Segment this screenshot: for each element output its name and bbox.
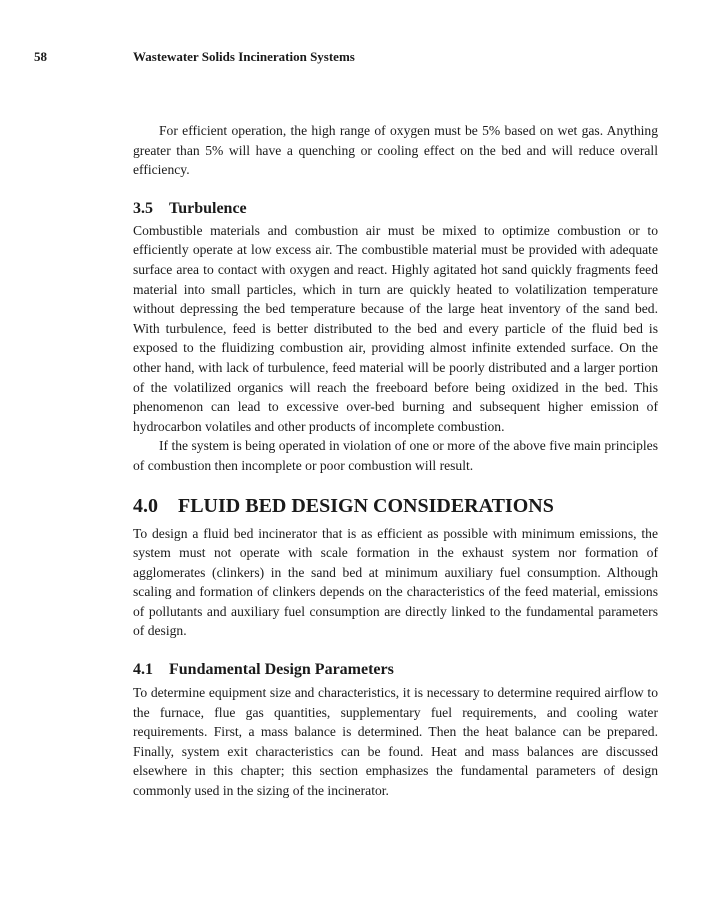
section-title: FLUID BED DESIGN CONSIDERATIONS: [178, 494, 554, 517]
section-heading-3-5: [133, 199, 658, 219]
intro-paragraph: For efficient operation, the high range of oxygen must be 5% based on wet gas. Anything greater than 5% will have a quenching or cooling effect on the bed and will reduce overall efficiency.: [133, 123, 658, 178]
section-number: 4.1: [133, 661, 153, 679]
page-body: [133, 121, 658, 801]
section-number: 4.0: [133, 494, 158, 517]
section-heading-4-0: [133, 494, 658, 518]
body-paragraph: If the system is being operated in violation of one or more of the above five main principles of combustion then incomplete or poor combustion will result.: [133, 438, 658, 473]
running-header-title: Wastewater Solids Incineration Systems: [133, 49, 355, 64]
running-header: [0, 49, 707, 69]
body-paragraph: To determine equipment size and characteristics, it is necessary to determine required airflow to the furnace, flue gas quantities, supplementary fuel requirements, and cooling water requirements. First, a mass balance is determined. Then the heat balance can be prepared. Finally, system exit characteristics can be found. Heat and mass balances are discussed elsewhere in this chapter; this section emphasizes the fundamental parameters of design commonly used in the sizing of the incinerator.: [133, 685, 658, 799]
section-title: Fundamental Design Parameters: [169, 661, 394, 679]
section-number: 3.5: [133, 199, 153, 217]
section-heading-4-1: [133, 660, 658, 680]
body-paragraph: Combustible materials and combustion air must be mixed to optimize combustion or to efficiently operate at low excess air. The combustible material must be provided with adequate surface area to contact with oxygen and react. Highly agitated hot sand quickly fragments feed material into small particles, which in turn are quickly heated to volatilization temperature without depressing the bed temperature because of the large heat inventory of the sand bed. With turbulence, feed is better distributed to the bed and every particle of the fluid bed is exposed to the fluidizing combustion air, providing almost infinite extended surface. On the other hand, with lack of turbulence, feed material will be poorly distributed and a larger portion of the volatilized organics will reach the freeboard before being oxidized in the bed. This phenomenon can lead to excessive over-bed burning and subsequent higher emission of hydrocarbon volatiles and other products of incomplete combustion.: [133, 222, 658, 434]
section-title: Turbulence: [169, 199, 247, 217]
body-paragraph: To design a fluid bed incinerator that is as efficient as possible with minimum emissions, the system must not operate with scale formation in the exhaust system nor formation of agglomerates (clinkers) in the sand bed at minimum auxiliary fuel consumption. Although scaling and formation of clinkers depends on the characteristics of the feed material, emissions of pollutants and auxiliary fuel consumption are directly linked to the fundamental parameters of design.: [133, 525, 658, 639]
page-number: 58: [34, 49, 47, 64]
